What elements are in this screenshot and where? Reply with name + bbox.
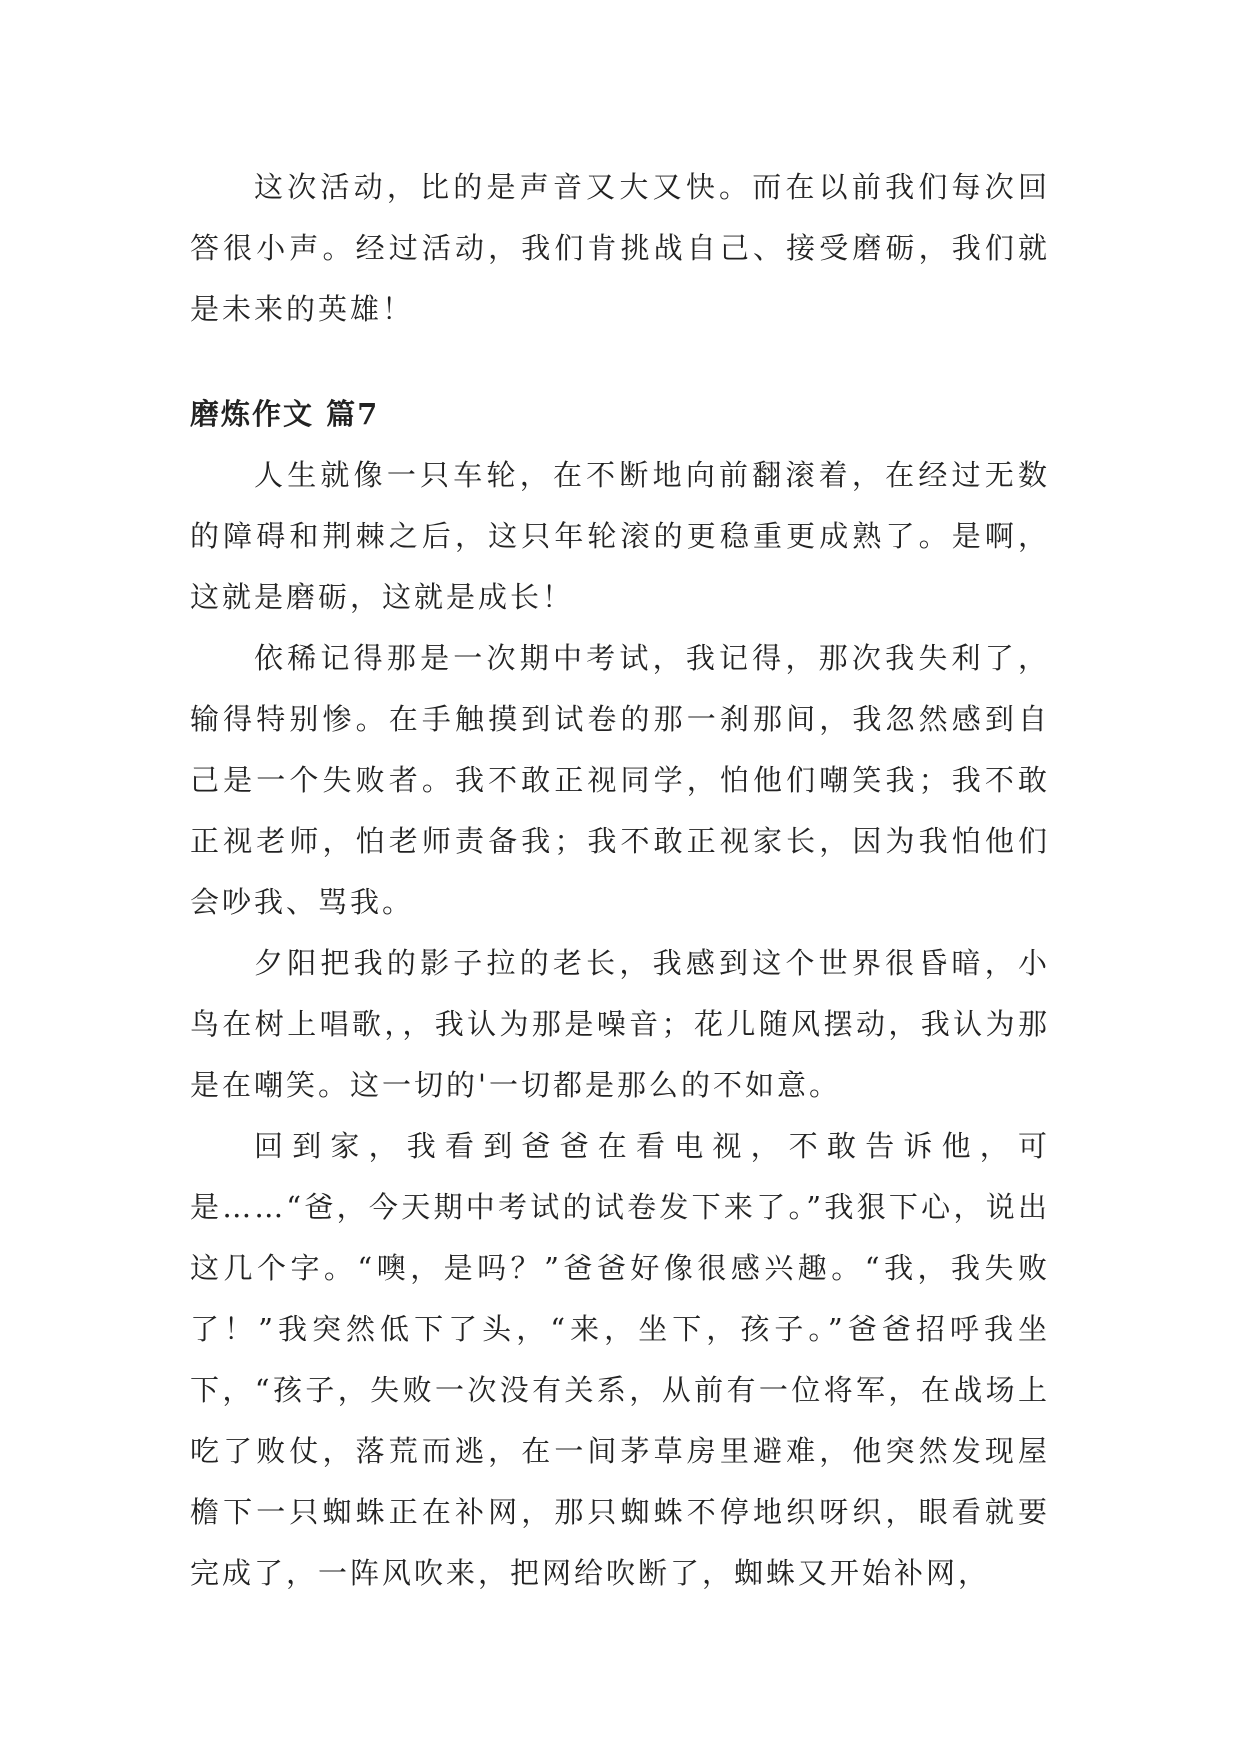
section-heading: 磨炼作文 篇7: [190, 397, 380, 431]
intro-paragraph: 这次活动，比的是声音又大又快。而在以前我们每次回答很小声。经过活动，我们肯挑战自己、接受磨砺，我们就是未来的英雄！: [190, 170, 1050, 326]
body-paragraph: 人生就像一只车轮，在不断地向前翻滚着，在经过无数的障碍和荆棘之后，这只年轮滚的更稳重更成熟了。是啊，这就是磨砺，这就是成长！: [190, 458, 1050, 614]
body-paragraph: 夕阳把我的影子拉的老长，我感到这个世界很昏暗，小鸟在树上唱歌，，我认为那是噪音；花儿随风摆动，我认为那是在嘲笑。这一切的'一切都是那么的不如意。: [190, 946, 1050, 1102]
body-paragraph: 回到家，我看到爸爸在看电视，不敢告诉他，可是……“爸，今天期中考试的试卷发下来了。”我狠下心，说出这几个字。“噢，是吗？”爸爸好像很感兴趣。“我，我失败了！”我突然低下了头，“来，坐下，孩子。”爸爸招呼我坐下，“孩子，失败一次没有关系，从前有一位将军，在战场上吃了败仗，落荒而逃，在一间茅草房里避难，他突然发现屋檐下一只蜘蛛正在补网，那只蜘蛛不停地织呀织，眼看就要完成了，一阵风吹来，把网给吹断了，蜘蛛又开始补网，: [190, 1129, 1050, 1590]
document-page: [190, 157, 1050, 1604]
body-paragraph: 依稀记得那是一次期中考试，我记得，那次我失利了，输得特别惨。在手触摸到试卷的那一刹那间，我忽然感到自己是一个失败者。我不敢正视同学，怕他们嘲笑我；我不敢正视老师，怕老师责备我；我不敢正视家长，因为我怕他们会吵我、骂我。: [190, 641, 1050, 919]
